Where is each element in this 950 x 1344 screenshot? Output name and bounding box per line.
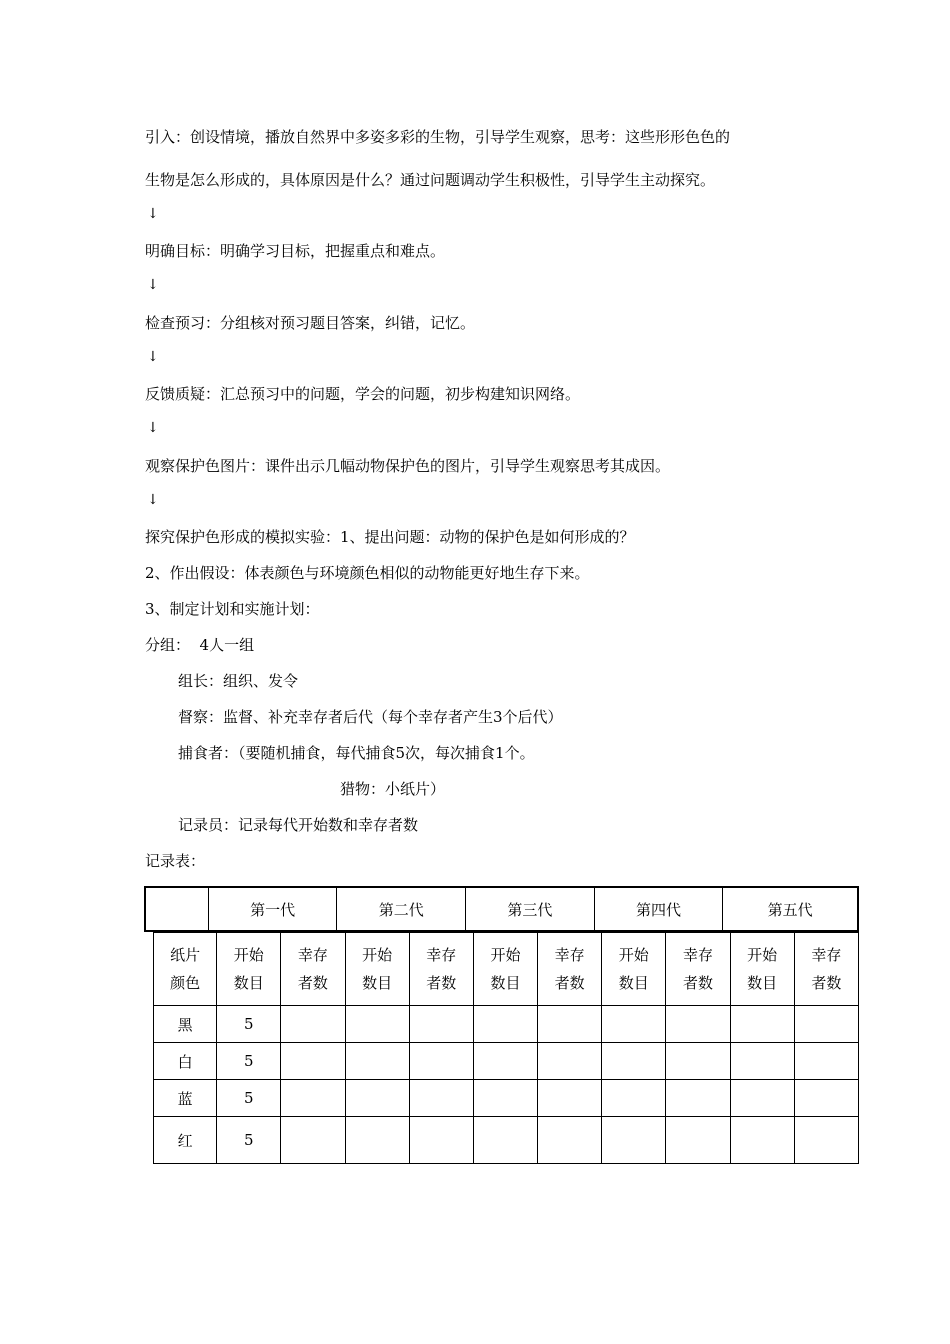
generation-header: 第四代 bbox=[594, 887, 723, 931]
paragraph-feedback: 反馈质疑：汇总预习中的问题，学会的问题，初步构建知识网络。 bbox=[145, 385, 581, 403]
survivor-header-line-1: 幸存 bbox=[682, 946, 713, 964]
start-header-line-1: 开始 bbox=[233, 946, 264, 964]
paragraph-hypothesis: 2、作出假设：体表颜色与环境颜色相似的动物能更好地生存下来。 bbox=[145, 564, 590, 582]
paragraph-predator: 捕食者：（要随机捕食，每代捕食5次，每次捕食1个。 bbox=[178, 744, 535, 762]
paragraph-goal: 明确目标：明确学习目标，把握重点和难点。 bbox=[145, 242, 446, 260]
paragraph-plan: 3、制定计划和实施计划： bbox=[145, 600, 320, 618]
survivor-header-line-1: 幸存 bbox=[297, 946, 328, 964]
empty-cell[interactable] bbox=[473, 1117, 537, 1164]
down-arrow-icon: ↓ bbox=[147, 277, 159, 293]
empty-cell[interactable] bbox=[538, 1043, 602, 1080]
color-cell: 蓝 bbox=[154, 1080, 217, 1117]
color-header-cell bbox=[154, 933, 217, 1006]
start-header-line-2: 数目 bbox=[233, 974, 264, 992]
start-count-header bbox=[217, 933, 281, 1006]
down-arrow-icon: ↓ bbox=[147, 349, 159, 365]
color-header-line-2: 颜色 bbox=[170, 974, 201, 992]
empty-corner-cell bbox=[145, 887, 208, 931]
table-row bbox=[154, 1080, 859, 1117]
empty-cell[interactable] bbox=[281, 1043, 345, 1080]
empty-cell[interactable] bbox=[794, 1043, 858, 1080]
survivor-header-line-2: 者数 bbox=[682, 974, 713, 992]
empty-cell[interactable] bbox=[730, 1043, 794, 1080]
start-count-header bbox=[602, 933, 666, 1006]
table-row bbox=[154, 1043, 859, 1080]
start-count-cell: 5 bbox=[217, 1080, 281, 1117]
empty-cell[interactable] bbox=[409, 1006, 473, 1043]
record-table bbox=[153, 932, 859, 1164]
empty-cell[interactable] bbox=[730, 1080, 794, 1117]
start-count-cell: 5 bbox=[217, 1006, 281, 1043]
empty-cell[interactable] bbox=[794, 1117, 858, 1164]
start-header-line-2: 数目 bbox=[362, 974, 393, 992]
generation-header: 第二代 bbox=[337, 887, 466, 931]
paragraph-observe: 观察保护色图片：课件出示几幅动物保护色的图片，引导学生观察思考其成因。 bbox=[145, 457, 671, 475]
paragraph-supervisor: 督察：监督、补充幸存者后代（每个幸存者产生3个后代） bbox=[178, 708, 563, 726]
empty-cell[interactable] bbox=[538, 1006, 602, 1043]
paragraph-recorder: 记录员：记录每代开始数和幸存者数 bbox=[178, 816, 419, 834]
color-cell: 白 bbox=[154, 1043, 217, 1080]
start-header-line-2: 数目 bbox=[490, 974, 521, 992]
generation-header: 第三代 bbox=[466, 887, 595, 931]
survivor-count-header bbox=[666, 933, 730, 1006]
empty-cell[interactable] bbox=[602, 1043, 666, 1080]
start-count-header bbox=[345, 933, 409, 1006]
paragraph-group: 分组： 4人一组 bbox=[145, 636, 255, 654]
color-cell: 黑 bbox=[154, 1006, 217, 1043]
start-count-cell: 5 bbox=[217, 1117, 281, 1164]
survivor-header-line-1: 幸存 bbox=[811, 946, 842, 964]
down-arrow-icon: ↓ bbox=[147, 492, 159, 508]
table-row bbox=[154, 1006, 859, 1043]
empty-cell[interactable] bbox=[794, 1080, 858, 1117]
survivor-header-line-2: 者数 bbox=[554, 974, 585, 992]
start-header-line-1: 开始 bbox=[490, 946, 521, 964]
generation-header: 第一代 bbox=[208, 887, 337, 931]
survivor-header-line-2: 者数 bbox=[297, 974, 328, 992]
empty-cell[interactable] bbox=[281, 1080, 345, 1117]
empty-cell[interactable] bbox=[345, 1006, 409, 1043]
survivor-count-header bbox=[281, 933, 345, 1006]
empty-cell[interactable] bbox=[281, 1006, 345, 1043]
start-header-line-2: 数目 bbox=[618, 974, 649, 992]
paragraph-leader: 组长：组织、发令 bbox=[178, 672, 299, 690]
table-header-row bbox=[154, 933, 859, 1006]
table-title: 记录表： bbox=[145, 852, 206, 870]
empty-cell[interactable] bbox=[473, 1043, 537, 1080]
empty-cell[interactable] bbox=[666, 1080, 730, 1117]
paragraph-prey: 猎物：小纸片） bbox=[340, 780, 446, 798]
empty-cell[interactable] bbox=[345, 1043, 409, 1080]
start-header-line-1: 开始 bbox=[618, 946, 649, 964]
empty-cell[interactable] bbox=[666, 1006, 730, 1043]
empty-cell[interactable] bbox=[345, 1117, 409, 1164]
table-row bbox=[154, 1117, 859, 1164]
paragraph-intro-1: 引入：创设情境，播放自然界中多姿多彩的生物，引导学生观察，思考：这些形形色色的 bbox=[145, 128, 731, 146]
start-count-header bbox=[730, 933, 794, 1006]
empty-cell[interactable] bbox=[666, 1043, 730, 1080]
generation-header: 第五代 bbox=[723, 887, 858, 931]
empty-cell[interactable] bbox=[409, 1117, 473, 1164]
generation-header-table bbox=[144, 886, 859, 932]
survivor-header-line-2: 者数 bbox=[426, 974, 457, 992]
empty-cell[interactable] bbox=[794, 1006, 858, 1043]
start-header-line-1: 开始 bbox=[747, 946, 778, 964]
down-arrow-icon: ↓ bbox=[147, 420, 159, 436]
down-arrow-icon: ↓ bbox=[147, 206, 159, 222]
empty-cell[interactable] bbox=[730, 1006, 794, 1043]
empty-cell[interactable] bbox=[345, 1080, 409, 1117]
start-header-line-1: 开始 bbox=[362, 946, 393, 964]
empty-cell[interactable] bbox=[602, 1080, 666, 1117]
survivor-header-line-1: 幸存 bbox=[554, 946, 585, 964]
survivor-header-line-1: 幸存 bbox=[426, 946, 457, 964]
color-cell: 红 bbox=[154, 1117, 217, 1164]
empty-cell[interactable] bbox=[281, 1117, 345, 1164]
start-count-header bbox=[473, 933, 537, 1006]
survivor-header-line-2: 者数 bbox=[811, 974, 842, 992]
start-count-cell: 5 bbox=[217, 1043, 281, 1080]
empty-cell[interactable] bbox=[602, 1117, 666, 1164]
empty-cell[interactable] bbox=[666, 1117, 730, 1164]
survivor-count-header bbox=[409, 933, 473, 1006]
empty-cell[interactable] bbox=[538, 1117, 602, 1164]
start-header-line-2: 数目 bbox=[747, 974, 778, 992]
empty-cell[interactable] bbox=[730, 1117, 794, 1164]
empty-cell[interactable] bbox=[473, 1080, 537, 1117]
color-header-line-1: 纸片 bbox=[170, 946, 201, 964]
empty-cell[interactable] bbox=[602, 1006, 666, 1043]
paragraph-intro-2: 生物是怎么形成的，具体原因是什么？通过问题调动学生积极性，引导学生主动探究。 bbox=[145, 171, 716, 189]
survivor-count-header bbox=[794, 933, 858, 1006]
empty-cell[interactable] bbox=[409, 1043, 473, 1080]
empty-cell[interactable] bbox=[409, 1080, 473, 1117]
survivor-count-header bbox=[538, 933, 602, 1006]
empty-cell[interactable] bbox=[473, 1006, 537, 1043]
paragraph-check: 检查预习：分组核对预习题目答案，纠错，记忆。 bbox=[145, 314, 476, 332]
empty-cell[interactable] bbox=[538, 1080, 602, 1117]
paragraph-explore: 探究保护色形成的模拟实验：1、提出问题：动物的保护色是如何形成的？ bbox=[145, 528, 635, 546]
